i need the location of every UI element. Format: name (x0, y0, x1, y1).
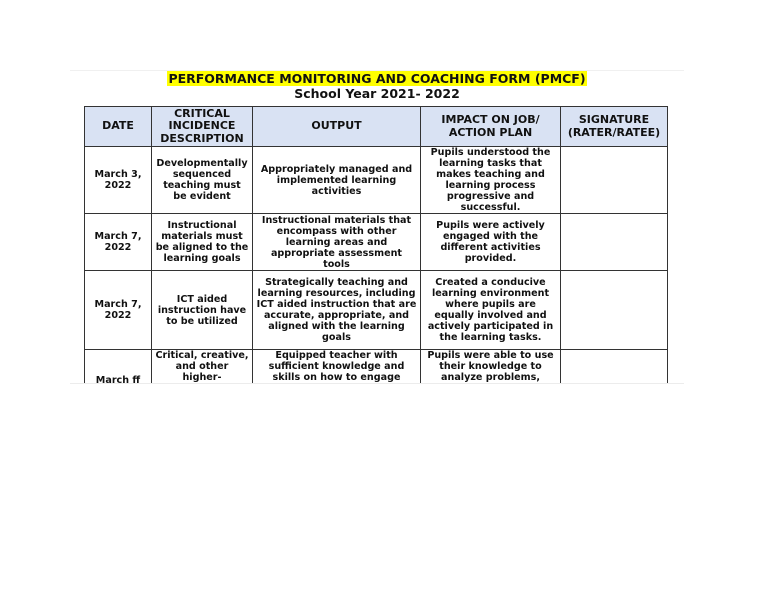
table-row (85, 147, 668, 214)
form-title-highlight: PERFORMANCE MONITORING AND COACHING FORM (PMCF) (168, 71, 586, 86)
document-page (70, 70, 684, 384)
pmcf-table (84, 106, 668, 384)
cell-output: Appropriately managed and implemented learning activities (253, 147, 421, 214)
cell-critical: Instructional materials must be aligned to the learning goals (152, 214, 253, 271)
school-year: School Year 2021- 2022 (294, 86, 460, 101)
cell-date: March ff (85, 350, 152, 385)
cell-impact: Pupils were actively engaged with the different activities provided. (421, 214, 561, 271)
header-row (85, 107, 668, 147)
table-row (85, 350, 668, 385)
cell-date: March 3, 2022 (85, 147, 152, 214)
cell-signature (561, 147, 668, 214)
cell-impact: Pupils understood the learning tasks that makes teaching and learning process progressive and successful. (421, 147, 561, 214)
cell-output: Instructional materials that encompass with other learning areas and appropriate assessment tools (253, 214, 421, 271)
header-impact: IMPACT ON JOB/ ACTION PLAN (421, 107, 561, 147)
header-output: OUTPUT (253, 107, 421, 147)
form-title (70, 72, 684, 86)
cell-impact: Created a conducive learning environment where pupils are equally involved and actively participated in the learning tasks. (421, 271, 561, 350)
cell-date: March 7, 2022 (85, 271, 152, 350)
cell-signature (561, 271, 668, 350)
table-row (85, 271, 668, 350)
cell-critical: Critical, creative, and other higher- (152, 350, 253, 385)
cell-date: March 7, 2022 (85, 214, 152, 271)
cell-output: Strategically teaching and learning resources, including ICT aided instruction that are accurate, appropriate, and aligned with the learning goals (253, 271, 421, 350)
cell-critical: ICT aided instruction have to be utilized (152, 271, 253, 350)
cell-signature (561, 214, 668, 271)
cell-output: Equipped teacher with sufficient knowledge and skills on how to engage (253, 350, 421, 385)
header-critical-incidence: CRITICAL INCIDENCE DESCRIPTION (152, 107, 253, 147)
header-signature: SIGNATURE (RATER/RATEE) (561, 107, 668, 147)
table-row (85, 214, 668, 271)
cell-impact: Pupils were able to use their knowledge to analyze problems, (421, 350, 561, 385)
cell-critical: Developmentally sequenced teaching must be evident (152, 147, 253, 214)
cell-signature (561, 350, 668, 385)
header-date: DATE (85, 107, 152, 147)
